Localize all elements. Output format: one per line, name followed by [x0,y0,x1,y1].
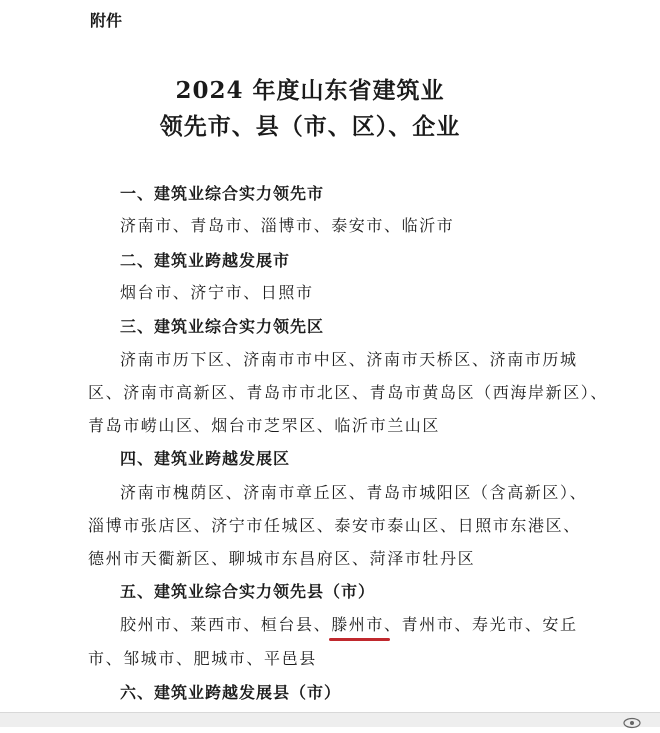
section-heading-2: 二、建筑业跨越发展市 [120,251,291,270]
section-2-line-1: 烟台市、济宁市、日照市 [120,283,314,302]
viewer-bottom-bar [0,712,660,727]
document-title-line-2: 领先市、县（市、区）、企业 [159,113,461,140]
highlighted-city-tengzhou: 滕州市 [331,612,384,635]
attachment-label: 附件 [90,11,123,30]
section-5-line-1-after: 、青州市、寿光市、安丘 [384,615,578,634]
section-heading-3: 三、建筑业综合实力领先区 [120,317,325,336]
document-title-line-1: 2024 年度山东省建筑业 [175,77,445,104]
section-heading-4: 四、建筑业跨越发展区 [120,449,291,468]
section-3-line-1: 济南市历下区、济南市市中区、济南市天桥区、济南市历城 [120,350,578,369]
section-heading-5: 五、建筑业综合实力领先县（市） [120,582,376,601]
section-5-line-2: 市、邹城市、肥城市、平邑县 [88,649,317,668]
section-heading-1: 一、建筑业综合实力领先市 [120,184,325,203]
section-1-line-1: 济南市、青岛市、淄博市、泰安市、临沂市 [120,216,455,235]
eye-icon[interactable] [622,714,642,726]
section-4-line-3: 德州市天衢新区、聊城市东昌府区、菏泽市牡丹区 [88,549,476,568]
section-3-line-3: 青岛市崂山区、烟台市芝罘区、临沂市兰山区 [88,416,441,435]
section-4-line-2: 淄博市张店区、济宁市任城区、泰安市泰山区、日照市东港区、 [88,516,581,535]
section-5-line-1-before: 胶州市、莱西市、桓台县、 [120,615,332,634]
section-4-line-1: 济南市槐荫区、济南市章丘区、青岛市城阳区（含高新区）、 [120,483,588,502]
section-heading-6: 六、建筑业跨越发展县（市） [120,683,342,702]
section-5-line-1 [120,612,578,635]
section-3-line-2: 区、济南市高新区、青岛市市北区、青岛市黄岛区（西海岸新区）、 [88,383,609,402]
